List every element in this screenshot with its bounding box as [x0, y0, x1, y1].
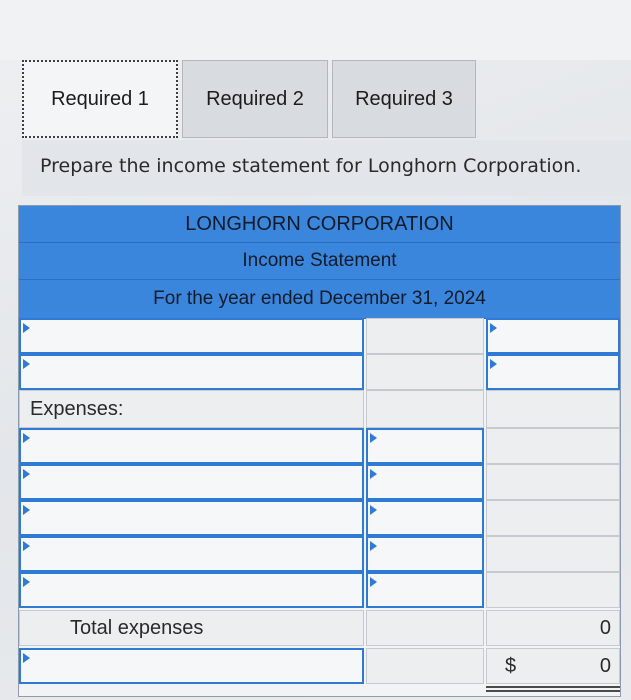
income-statement-table [18, 205, 621, 697]
amount-cell [486, 390, 620, 428]
net-income-label-dropdown[interactable] [19, 648, 364, 684]
expense-account-dropdown[interactable] [19, 536, 364, 572]
revenue-account-dropdown[interactable] [19, 318, 364, 354]
tab-required-2[interactable]: Required 2 [182, 60, 328, 138]
amount-cell [366, 390, 484, 428]
net-income-value [486, 648, 620, 684]
table-row [19, 500, 620, 536]
expense-account-dropdown[interactable] [19, 428, 364, 464]
tab-required-1[interactable]: Required 1 [22, 60, 178, 138]
period-header: For the year ended December 31, 2024 [19, 280, 620, 319]
expense-amount-input[interactable] [366, 464, 484, 500]
table-row [19, 318, 620, 354]
currency-symbol: $ [505, 655, 517, 677]
expense-amount-input[interactable] [366, 536, 484, 572]
net-income-amount: 0 [599, 654, 611, 677]
top-band [0, 0, 631, 60]
expense-amount-input[interactable] [366, 572, 484, 608]
table-row [19, 610, 620, 646]
double-underline [486, 686, 620, 688]
expense-account-dropdown[interactable] [19, 572, 364, 608]
amount-cell [486, 464, 620, 500]
amount-cell [366, 610, 484, 646]
amount-cell [486, 572, 620, 608]
table-row [19, 390, 620, 428]
revenue-amount-input[interactable] [486, 354, 620, 390]
expenses-label: Expenses: [19, 390, 364, 428]
table-row [19, 428, 620, 464]
expense-amount-input[interactable] [366, 500, 484, 536]
table-row [19, 572, 620, 608]
tab-required-3[interactable]: Required 3 [332, 60, 476, 138]
amount-cell [486, 500, 620, 536]
amount-cell [486, 428, 620, 464]
expense-amount-input[interactable] [366, 428, 484, 464]
amount-cell [486, 536, 620, 572]
table-row [19, 354, 620, 390]
revenue-account-dropdown[interactable] [19, 354, 364, 390]
requirement-tabs [22, 60, 480, 138]
table-row [19, 536, 620, 572]
amount-cell [366, 648, 484, 684]
amount-cell [366, 354, 484, 390]
expense-account-dropdown[interactable] [19, 464, 364, 500]
instruction-text: Prepare the income statement for Longhorn Corporation. [40, 155, 582, 177]
total-expenses-label: Total expenses [19, 610, 364, 646]
table-row [19, 464, 620, 500]
double-underline [486, 690, 620, 692]
expense-account-dropdown[interactable] [19, 500, 364, 536]
total-expenses-value: 0 [486, 610, 620, 646]
statement-title-header: Income Statement [19, 243, 620, 280]
revenue-amount-input[interactable] [486, 318, 620, 354]
table-row [19, 648, 620, 684]
amount-cell [366, 318, 484, 354]
company-name-header: LONGHORN CORPORATION [19, 206, 620, 243]
